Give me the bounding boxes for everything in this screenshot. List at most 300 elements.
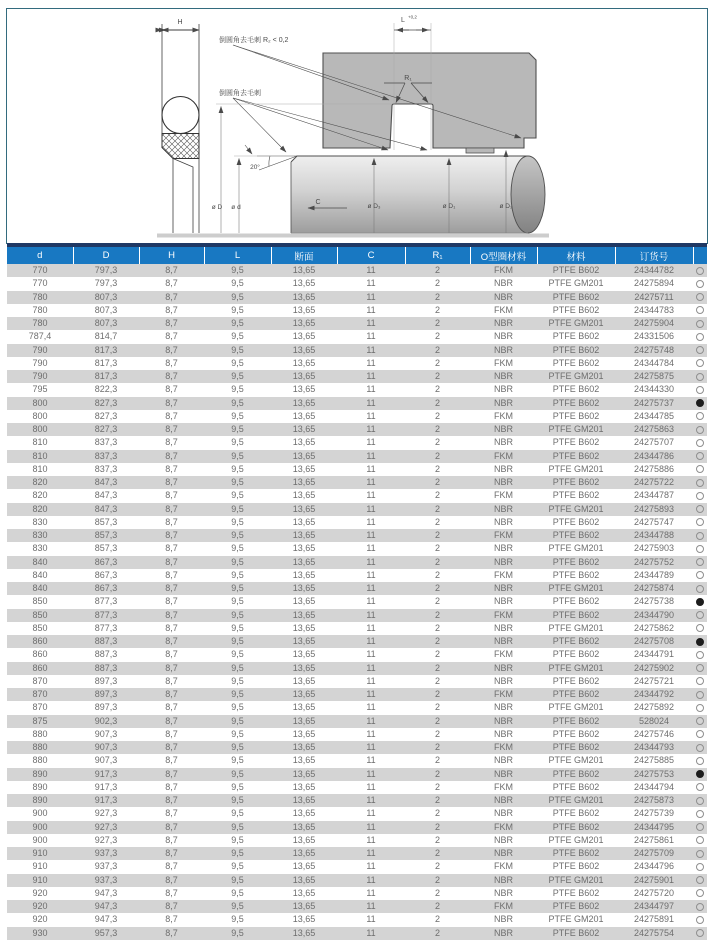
cell-L: 9,5 [231,702,244,713]
cell-L: 9,5 [231,689,244,699]
cell-cross-section: 13,65 [292,450,316,461]
cell-R1: 2 [434,397,440,408]
cell-o-ring-material: FKM [494,490,513,501]
cell-C: 11 [366,516,376,527]
cell-o-ring-material: NBR [493,583,513,593]
dim-label-L: L [401,17,405,24]
column-header-d: d [7,247,73,264]
cell-cross-section: 13,65 [292,821,316,832]
cell-L: 9,5 [231,384,244,395]
cell-L: 9,5 [231,914,244,925]
cell-d: 850 [32,622,48,633]
cell-C: 11 [366,622,376,633]
cell-d: 920 [32,901,48,911]
cell-C: 11 [366,821,376,832]
cell-cross-section: 13,65 [292,437,316,448]
table-row [7,330,707,343]
cell-availability [693,556,707,569]
cell-cross-section: 13,65 [292,397,316,408]
cell-order-number: 24275885 [633,755,675,766]
cell-C: 11 [366,636,376,646]
cell-o-ring-material: NBR [493,702,513,713]
cell-R1: 2 [434,649,440,660]
open-circle-indicator [696,439,704,447]
cell-availability [693,450,707,463]
table-row [7,648,707,661]
cell-D: 807,3 [94,304,118,315]
cell-H: 8,7 [165,490,178,501]
cell-L: 9,5 [231,278,244,289]
cell-C: 11 [366,927,376,938]
cell-cross-section: 13,65 [292,543,316,554]
cell-cross-section: 13,65 [292,344,316,355]
table-row [7,715,707,728]
cell-R1: 2 [434,318,440,328]
cell-availability [693,397,707,410]
cell-availability [693,423,707,436]
cell-L: 9,5 [231,530,244,540]
open-circle-indicator [696,386,704,394]
cell-order-number: 24275893 [633,503,675,514]
cell-order-number: 24344792 [633,689,675,699]
cell-availability [693,648,707,661]
seal-installation-drawing [7,9,707,244]
cell-o-ring-material: FKM [494,861,513,872]
cell-H: 8,7 [165,583,178,593]
cell-order-number: 24344795 [633,821,675,832]
cell-order-number: 24275892 [633,702,675,713]
cell-d: 790 [32,344,48,355]
cell-D: 907,3 [94,728,118,739]
cell-order-number: 24275747 [633,516,675,527]
cell-d: 870 [32,689,48,699]
cell-D: 907,3 [94,742,118,752]
cell-H: 8,7 [165,569,178,580]
open-circle-indicator [696,876,704,884]
cell-H: 8,7 [165,914,178,925]
table-row [7,476,707,489]
cell-material: PTFE B602 [552,728,600,739]
column-header-order-number: 订货号 [615,247,693,264]
cell-o-ring-material: NBR [493,596,513,607]
cell-D: 807,3 [94,318,118,328]
open-circle-indicator [696,757,704,765]
cell-availability [693,463,707,476]
cell-R1: 2 [434,583,440,593]
size-table-section [7,243,707,940]
cell-d: 860 [32,636,48,646]
cell-o-ring-material: NBR [493,424,513,434]
cell-o-ring-material: NBR [493,477,513,487]
cell-o-ring-material: NBR [493,516,513,527]
cell-o-ring-material: FKM [494,569,513,580]
cell-D: 917,3 [94,795,118,805]
cell-L: 9,5 [231,556,244,567]
cell-availability [693,807,707,820]
cell-D: 927,3 [94,821,118,832]
cell-R1: 2 [434,675,440,686]
cell-H: 8,7 [165,543,178,554]
cell-o-ring-material: NBR [493,834,513,845]
housing-block [323,53,536,148]
cell-order-number: 24275904 [633,318,675,328]
cell-R1: 2 [434,795,440,805]
table-row [7,728,707,741]
cell-order-number: 24275754 [633,927,675,938]
cell-d: 770 [32,278,48,289]
open-circle-indicator [696,797,704,805]
open-circle-indicator [696,518,704,526]
cell-D: 837,3 [94,463,118,474]
table-header-row [7,247,707,264]
table-row [7,754,707,767]
cell-L: 9,5 [231,728,244,739]
cell-C: 11 [366,768,376,779]
table-row [7,450,707,463]
cell-availability [693,304,707,317]
cell-material: PTFE B602 [552,490,600,501]
cell-C: 11 [366,357,376,368]
cell-H: 8,7 [165,291,178,302]
cell-d: 890 [32,795,48,805]
cell-availability [693,715,707,728]
cell-R1: 2 [434,556,440,567]
cell-L: 9,5 [231,901,244,911]
cell-order-number: 24275739 [633,808,675,819]
cell-L: 9,5 [231,675,244,686]
cell-o-ring-material: NBR [493,927,513,938]
cell-C: 11 [366,848,376,858]
cell-H: 8,7 [165,318,178,328]
cell-cross-section: 13,65 [292,463,316,474]
cell-R1: 2 [434,755,440,766]
cell-D: 947,3 [94,914,118,925]
seal-size-table [7,247,707,940]
cell-C: 11 [366,728,376,739]
cell-L: 9,5 [231,344,244,355]
filled-circle-indicator [696,638,704,646]
cell-H: 8,7 [165,265,178,275]
cell-material: PTFE B602 [552,927,600,938]
cell-C: 11 [366,649,376,660]
cell-C: 11 [366,503,376,514]
table-row [7,913,707,926]
cell-R1: 2 [434,490,440,501]
cell-H: 8,7 [165,424,178,434]
open-circle-indicator [696,677,704,685]
cell-material: PTFE B602 [552,636,600,646]
cell-cross-section: 13,65 [292,503,316,514]
open-circle-indicator [696,412,704,420]
open-circle-indicator [696,836,704,844]
cell-R1: 2 [434,715,440,726]
cell-R1: 2 [434,596,440,607]
cell-d: 800 [32,424,48,434]
cell-C: 11 [366,265,376,275]
cell-material: PTFE B602 [552,675,600,686]
cell-o-ring-material: NBR [493,344,513,355]
table-row [7,794,707,807]
cell-H: 8,7 [165,715,178,726]
cell-availability [693,357,707,370]
cell-order-number: 24275708 [633,636,675,646]
open-circle-indicator [696,571,704,579]
cell-cross-section: 13,65 [292,318,316,328]
cell-H: 8,7 [165,689,178,699]
cell-o-ring-material: FKM [494,609,513,620]
open-circle-indicator [696,479,704,487]
cell-order-number: 24344784 [633,357,675,368]
table-row [7,768,707,781]
cell-material: PTFE B602 [552,357,600,368]
table-row [7,834,707,847]
dim-label-dia-D3: ø D₃ [367,203,381,210]
cell-order-number: 24275894 [633,278,675,289]
table-row [7,410,707,423]
cell-o-ring-material: NBR [493,768,513,779]
cell-d: 800 [32,397,48,408]
cell-R1: 2 [434,887,440,898]
cell-H: 8,7 [165,927,178,938]
cell-R1: 2 [434,463,440,474]
cell-material: PTFE B602 [552,304,600,315]
cell-cross-section: 13,65 [292,901,316,911]
cell-R1: 2 [434,450,440,461]
cell-cross-section: 13,65 [292,768,316,779]
open-circle-indicator [696,558,704,566]
cell-R1: 2 [434,848,440,858]
cell-D: 827,3 [94,397,118,408]
cell-R1: 2 [434,742,440,752]
ground-line [157,234,549,238]
open-circle-indicator [696,373,704,381]
cell-d: 910 [32,848,48,858]
cell-material: PTFE B602 [552,596,600,607]
housing-backup-step [466,148,494,153]
cell-C: 11 [366,702,376,713]
cell-availability [693,622,707,635]
open-circle-indicator [696,916,704,924]
cell-L: 9,5 [231,304,244,315]
table-row [7,344,707,357]
cell-C: 11 [366,410,376,421]
cell-H: 8,7 [165,278,178,289]
cell-cross-section: 13,65 [292,728,316,739]
cell-availability [693,821,707,834]
cell-H: 8,7 [165,503,178,514]
cell-o-ring-material: NBR [493,795,513,805]
cell-L: 9,5 [231,742,244,752]
cell-C: 11 [366,556,376,567]
cell-L: 9,5 [231,371,244,381]
cell-o-ring-material: NBR [493,384,513,395]
cell-availability [693,503,707,516]
cell-cross-section: 13,65 [292,675,316,686]
cell-order-number: 24344330 [633,384,675,395]
cell-o-ring-material: NBR [493,278,513,289]
table-row [7,264,707,277]
cell-order-number: 24344788 [633,530,675,540]
cell-order-number: 24275746 [633,728,675,739]
deburr-note: 倒圆角去毛刺 [219,90,261,97]
open-circle-indicator [696,664,704,672]
cell-availability [693,887,707,900]
cell-material: PTFE B602 [552,516,600,527]
cell-L: 9,5 [231,649,244,660]
cell-cross-section: 13,65 [292,636,316,646]
cell-cross-section: 13,65 [292,781,316,792]
cell-availability [693,688,707,701]
cell-H: 8,7 [165,556,178,567]
cell-L: 9,5 [231,781,244,792]
cell-o-ring-material: NBR [493,662,513,673]
cell-o-ring-material: NBR [493,887,513,898]
cell-D: 887,3 [94,662,118,673]
cell-C: 11 [366,344,376,355]
cell-L: 9,5 [231,755,244,766]
cell-order-number: 24344794 [633,781,675,792]
cell-R1: 2 [434,291,440,302]
cell-order-number: 24275875 [633,371,675,381]
cell-H: 8,7 [165,887,178,898]
cell-C: 11 [366,755,376,766]
cell-d: 840 [32,583,48,593]
cell-o-ring-material: NBR [493,636,513,646]
cell-H: 8,7 [165,649,178,660]
cell-H: 8,7 [165,609,178,620]
cell-D: 907,3 [94,755,118,766]
cell-C: 11 [366,450,376,461]
cell-o-ring-material: FKM [494,304,513,315]
cell-o-ring-material: NBR [493,543,513,554]
dim-label-dia-D2: ø D₂ [499,203,513,210]
cell-H: 8,7 [165,768,178,779]
cell-L: 9,5 [231,795,244,805]
cell-d: 810 [32,450,48,461]
table-row [7,277,707,290]
open-circle-indicator [696,359,704,367]
cell-material: PTFE B602 [552,569,600,580]
cell-material: PTFE GM201 [548,622,604,633]
cell-material: PTFE B602 [552,715,600,726]
cell-o-ring-material: NBR [493,914,513,925]
table-row [7,370,707,383]
cell-H: 8,7 [165,477,178,487]
column-header-material: 材料 [537,247,615,264]
cell-availability [693,927,707,940]
cell-o-ring-material: FKM [494,821,513,832]
dim-label-H: H [177,19,183,26]
cell-H: 8,7 [165,742,178,752]
cell-material: PTFE GM201 [548,702,604,713]
cell-material: PTFE GM201 [548,463,604,474]
cell-material: PTFE B602 [552,344,600,355]
table-row [7,609,707,622]
cell-R1: 2 [434,821,440,832]
cell-cross-section: 13,65 [292,874,316,885]
cell-order-number: 24275862 [633,622,675,633]
cell-R1: 2 [434,410,440,421]
cell-order-number: 24275721 [633,675,675,686]
cell-C: 11 [366,384,376,395]
cell-material: PTFE B602 [552,410,600,421]
cell-cross-section: 13,65 [292,834,316,845]
cell-cross-section: 13,65 [292,569,316,580]
cell-availability [693,291,707,304]
cell-d: 920 [32,914,48,925]
cell-material: PTFE B602 [552,848,600,858]
cell-R1: 2 [434,781,440,792]
cell-cross-section: 13,65 [292,530,316,540]
cell-material: PTFE GM201 [548,583,604,593]
cell-order-number: 24344791 [633,649,675,660]
cell-material: PTFE B602 [552,450,600,461]
cell-L: 9,5 [231,715,244,726]
cell-cross-section: 13,65 [292,914,316,925]
cell-d: 840 [32,556,48,567]
cell-D: 877,3 [94,596,118,607]
cell-D: 927,3 [94,808,118,819]
table-row [7,516,707,529]
cell-D: 827,3 [94,424,118,434]
cell-order-number: 24275902 [633,662,675,673]
cell-o-ring-material: NBR [493,556,513,567]
cell-R1: 2 [434,927,440,938]
open-circle-indicator [696,929,704,937]
table-row [7,701,707,714]
cell-D: 867,3 [94,569,118,580]
cell-L: 9,5 [231,861,244,872]
cell-C: 11 [366,424,376,434]
cell-H: 8,7 [165,861,178,872]
cell-D: 817,3 [94,357,118,368]
cell-order-number: 24275738 [633,596,675,607]
cell-d: 810 [32,463,48,474]
cell-availability [693,834,707,847]
cell-R1: 2 [434,477,440,487]
cell-H: 8,7 [165,636,178,646]
cell-cross-section: 13,65 [292,649,316,660]
cell-availability [693,383,707,396]
cell-R1: 2 [434,530,440,540]
cell-d: 830 [32,543,48,554]
cell-L: 9,5 [231,622,244,633]
cell-L: 9,5 [231,450,244,461]
cell-D: 927,3 [94,834,118,845]
cell-d: 870 [32,675,48,686]
cell-material: PTFE GM201 [548,874,604,885]
cell-C: 11 [366,887,376,898]
open-circle-indicator [696,903,704,911]
cell-material: PTFE GM201 [548,278,604,289]
cell-availability [693,768,707,781]
cell-order-number: 24275753 [633,768,675,779]
cell-d: 860 [32,662,48,673]
cell-C: 11 [366,437,376,448]
cell-d: 790 [32,371,48,381]
table-row [7,582,707,595]
cell-C: 11 [366,371,376,381]
cell-C: 11 [366,530,376,540]
cell-H: 8,7 [165,848,178,858]
table-row [7,529,707,542]
open-circle-indicator [696,585,704,593]
cell-d: 875 [32,715,48,726]
cell-C: 11 [366,331,376,342]
dim-label-C: C [315,199,321,206]
cell-H: 8,7 [165,410,178,421]
cell-C: 11 [366,715,376,726]
